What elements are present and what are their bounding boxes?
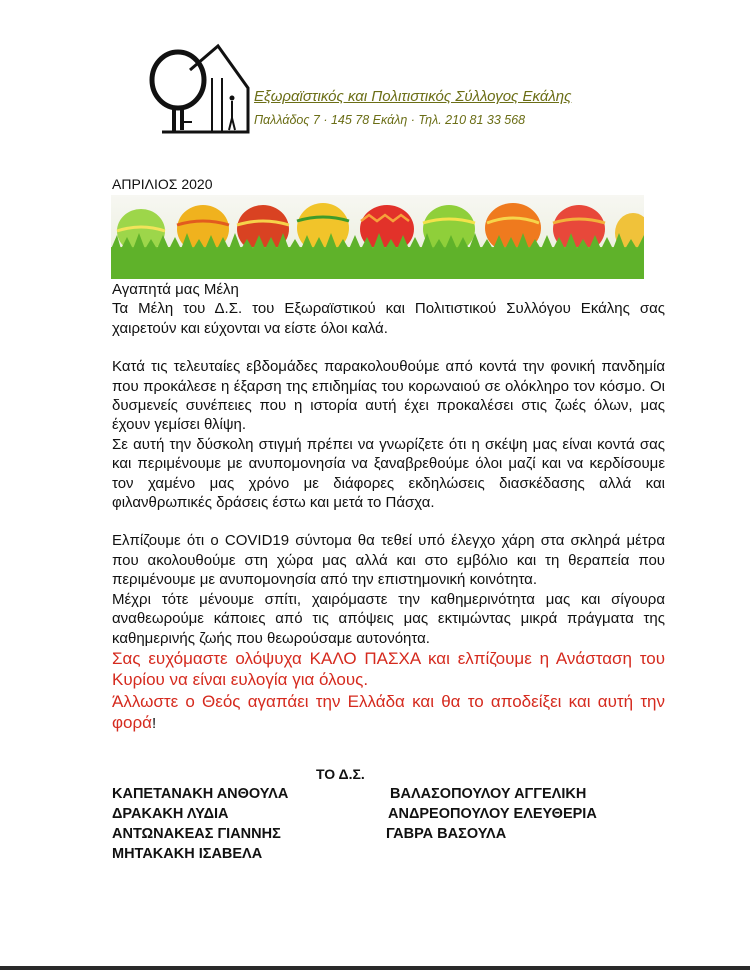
letter-body: [112, 280, 665, 735]
signature-right-1: ΒΑΛΑΣΟΠΟΥΛΟΥ ΑΓΓΕΛΙΚΗ: [390, 786, 587, 802]
easter-wish: Σας ευχόμαστε ολόψυχα ΚΑΛΟ ΠΑΣΧΑ και ελπίζουμε η Ανάσταση του Κυρίου να είναι ευλογία για όλους.: [112, 648, 665, 690]
signature-left-1: ΚΑΠΕΤΑΝΑΚΗ ΑΝΘΟΥΛΑ: [112, 786, 289, 802]
signature-left-3: ΑΝΤΩΝΑΚΕΑΣ ΓΙΑΝΝΗΣ: [112, 826, 281, 842]
signature-left-2: ΔΡΑΚΑΚΗ ΛΥΔΙΑ: [112, 806, 229, 822]
signature-right-2: ΑΝΔΡΕΟΠΟΥΛΟΥ ΕΛΕΥΘΕΡΙΑ: [388, 806, 597, 822]
signature-right-3: ΓΑΒΡΑ ΒΑΣΟΥΛΑ: [386, 826, 507, 842]
paragraph-intro: Τα Μέλη του Δ.Σ. του Εξωραϊστικού και Πολιτιστικού Συλλόγου Εκάλης σας χαιρετούν και εύχονται να είστε όλοι καλά.: [112, 300, 665, 337]
closing-wish-text: Άλλωστε ο Θεός αγαπάει την Ελλάδα και θα το αποδείξει και αυτή την φορά: [112, 691, 665, 733]
closing-wish: [112, 691, 665, 735]
board-title: ΤΟ Δ.Σ.: [316, 766, 365, 782]
greeting: Αγαπητά μας Μέλη: [112, 281, 239, 298]
page-bottom-border: [0, 966, 750, 970]
paragraph-stay-home: Μέχρι τότε μένουμε σπίτι, χαιρόμαστε την καθημερινότητα μας και σίγουρα αναθεωρούμε κάποιες από τις απόψεις μας εκτιμώντας μικρά πράγματα της καθημερινής ζωής που θεωρούσαμε αυτονόητα.: [112, 590, 665, 647]
letter-date: ΑΠΡΙΛΙΟΣ 2020: [112, 176, 213, 192]
paragraph-covid: Ελπίζουμε ότι ο COVID19 σύντομα θα τεθεί υπό έλεγχο χάρη στα σκληρά μέτρα που ακολουθούμε στη χώρα μας αλλά και στο εμβόλιο και τη θεραπεία που περιμένουμε με ανυπομονησία από την επιστημονική κοινότητα.: [112, 532, 665, 589]
paragraph-thoughts: Σε αυτή την δύσκολη στιγμή πρέπει να γνωρίζετε ότι η σκέψη μας είναι κοντά σας και περιμένουμε με ανυπομονησία να ξαναβρεθούμε όλοι μαζί και να κερδίσουμε τον χαμένο μας χρόνο με διάφορες εκδηλώσεις διασκέδασης αλλά και φιλανθρωπικές δράσεις έστω και μετά το Πάσχα.: [112, 435, 665, 512]
org-address: Παλλάδος 7 · 145 78 Εκάλη · Τηλ. 210 81 33 568: [254, 113, 526, 127]
closing-wish-mark: !: [151, 715, 157, 733]
club-logo: [142, 42, 252, 134]
easter-eggs-banner: [111, 195, 644, 279]
paragraph-pandemic: Κατά τις τελευταίες εβδομάδες παρακολουθούμε από κοντά την φονική πανδημία που προκάλεσε η έξαρση της επιδημίας του κορωναιού σε ολόκληρο τον κόσμο. Οι δυσμενείς συνέπειες που η ιστορία αυτή έχει προκαλέσει στις ζωές όλων, μας έχουν γεμίσει θλίψη.: [112, 358, 665, 434]
org-name: Εξωραϊστικός και Πολιτιστικός Σύλλογος Εκάλης: [254, 88, 572, 105]
signature-left-4: ΜΗΤΑΚΑΚΗ ΙΣΑΒΕΛΑ: [112, 846, 263, 862]
